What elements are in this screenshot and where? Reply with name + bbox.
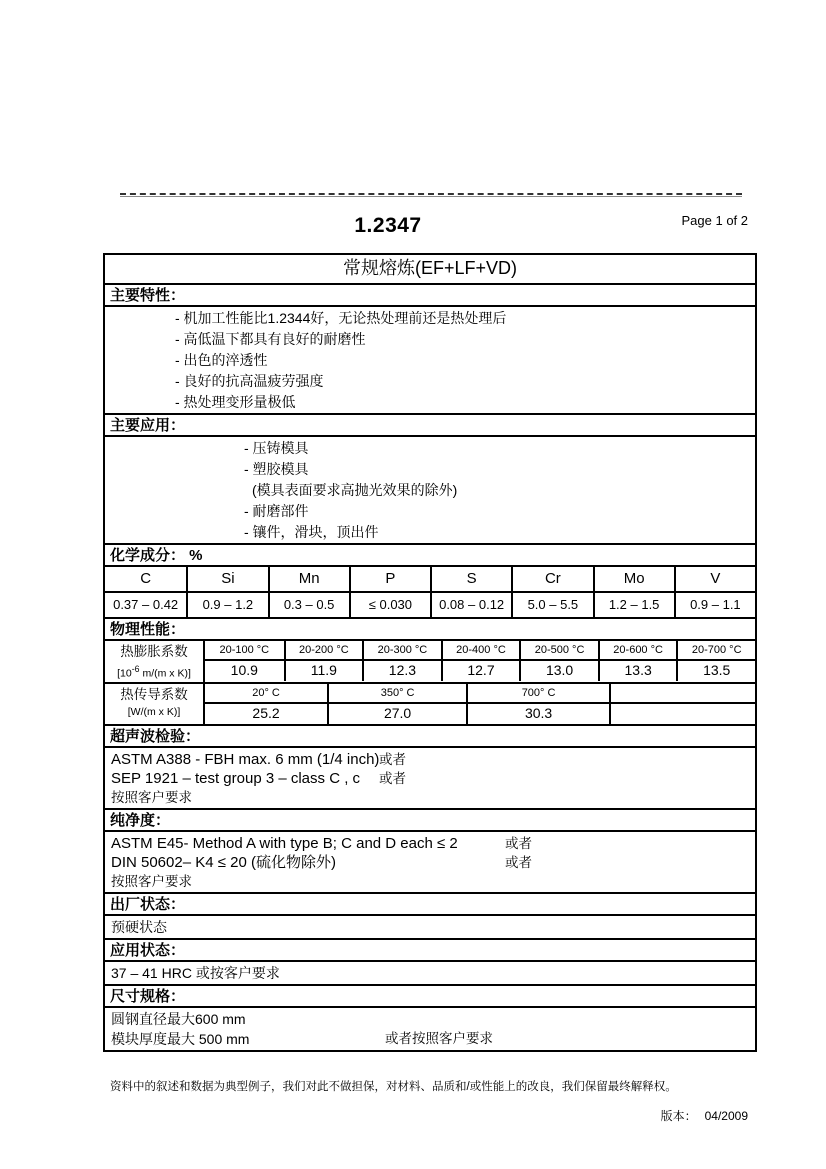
list-item-note: (模具表面要求高抛光效果的除外): [252, 482, 458, 498]
empty-cell: [609, 684, 755, 704]
list-item: - 出色的淬透性: [175, 352, 268, 368]
chem-element: Mo: [593, 567, 674, 591]
ultrasonic-line: [111, 750, 749, 769]
chem-element: Mn: [268, 567, 349, 591]
section-header-purity: 纯净度：: [105, 808, 755, 830]
dimension-line: [111, 1029, 749, 1049]
expansion-value: 13.0: [519, 661, 598, 681]
expansion-value: 10.9: [230, 662, 258, 679]
chem-value: ≤ 0.030: [349, 593, 430, 617]
conductivity-label: [105, 684, 205, 724]
or-label: 或者: [505, 835, 532, 851]
purity-line: [111, 853, 749, 872]
dimensions-content: [105, 1006, 755, 1050]
temp-header: 20-300 °C: [362, 641, 441, 661]
conductivity-label-text: 热传导系数: [120, 686, 188, 702]
version-label: 版本：: [660, 1109, 697, 1123]
section-header-delivery-state: 出厂状态：: [105, 892, 755, 914]
temp-header: 20° C: [205, 684, 327, 704]
list-item: - 机加工性能比1.2344好，无论热处理前还是热处理后: [175, 310, 507, 326]
thermal-expansion-table: [105, 639, 755, 682]
chem-value: 1.2 – 1.5: [593, 593, 674, 617]
chem-value: 0.3 – 0.5: [268, 593, 349, 617]
standard-text: SEP 1921 – test group 3 – class C , c: [111, 769, 361, 787]
section-header-characteristics: 主要特性：: [105, 283, 755, 305]
dimension-text: 模块厚度最大 500 mm: [111, 1030, 250, 1047]
chem-element: Si: [186, 567, 267, 591]
header-rule: [120, 193, 742, 197]
applications-list: [105, 435, 755, 543]
temp-header: 20-500 °C: [519, 641, 598, 661]
conductivity-value: 25.2: [252, 704, 280, 721]
chem-value: 0.08 – 0.12: [430, 593, 511, 617]
standard-text: 按照客户要求: [111, 873, 192, 889]
expansion-unit: [$10^{-6}$ m/(m x K)]: [117, 664, 191, 680]
or-label: 或者: [379, 751, 406, 767]
application-state-value: 37 – 41 HRC 或按客户要求: [105, 960, 755, 984]
expansion-value: 13.5: [676, 661, 755, 681]
delivery-state-value: 预硬状态: [105, 914, 755, 938]
dimension-line: 圆钢直径最大600 mm: [111, 1010, 246, 1027]
expansion-value: 12.3: [362, 661, 441, 681]
temp-header: 350° C: [327, 684, 466, 704]
list-item: - 塑胶模具: [244, 461, 309, 477]
ultrasonic-line: [111, 788, 749, 807]
or-label: 或者: [505, 854, 532, 870]
or-label: 或者: [379, 770, 406, 786]
chem-value: 0.9 – 1.2: [186, 593, 267, 617]
datasheet-table: [103, 253, 757, 1052]
temp-header: 20-200 °C: [284, 641, 363, 661]
expansion-value: 12.7: [441, 661, 520, 681]
purity-content: [105, 830, 755, 892]
empty-cell: [609, 704, 755, 724]
expansion-label-text: 热膨胀系数: [120, 644, 188, 659]
section-header-physical: 物理性能：: [105, 617, 755, 639]
chem-element: S: [430, 567, 511, 591]
chem-element: Cr: [511, 567, 592, 591]
expansion-grid: [205, 641, 755, 682]
characteristics-list: [105, 305, 755, 413]
standard-text: ASTM E45- Method A with type B; C and D each ≤ 2: [111, 834, 458, 852]
conductivity-value: 27.0: [327, 704, 466, 724]
standard-text: DIN 50602– K4 ≤ 20 (硫化物除外): [111, 853, 336, 871]
expansion-value: 11.9: [284, 661, 363, 681]
temp-header: 20-700 °C: [676, 641, 755, 661]
expansion-value: 13.3: [598, 661, 677, 681]
chem-element: V: [674, 567, 755, 591]
thermal-conductivity-table: [105, 682, 755, 724]
list-item: - 热处理变形量极低: [175, 394, 296, 410]
section-header-dimensions: 尺寸规格：: [105, 984, 755, 1006]
expansion-label: [105, 641, 205, 682]
list-item: - 高低温下都具有良好的耐磨性: [175, 331, 366, 347]
chem-value: 5.0 – 5.5: [511, 593, 592, 617]
chemistry-header-row: [105, 565, 755, 591]
section-header-ultrasonic: 超声波检验：: [105, 724, 755, 746]
temp-header: 20-100 °C: [205, 641, 284, 661]
version-line: [661, 1107, 748, 1124]
page-title: 1.2347: [354, 214, 422, 237]
list-item: - 耐磨部件: [244, 503, 309, 519]
purity-line: [111, 872, 749, 891]
list-item: - 良好的抗高温疲劳强度: [175, 373, 324, 389]
page-indicator: Page 1 of 2: [681, 213, 748, 228]
conductivity-grid: [205, 684, 755, 724]
section-header-applications: 主要应用：: [105, 413, 755, 435]
chem-value: 0.9 – 1.1: [674, 593, 755, 617]
ultrasonic-line: [111, 769, 749, 788]
ultrasonic-content: [105, 746, 755, 808]
chemistry-values-row: [105, 591, 755, 617]
section-header-application-state: 应用状态：: [105, 938, 755, 960]
standard-text: 按照客户要求: [111, 789, 192, 805]
temp-header: 20-600 °C: [598, 641, 677, 661]
chem-value: 0.37 – 0.42: [113, 597, 179, 612]
conductivity-value: 30.3: [466, 704, 609, 724]
list-item: - 镶件，滑块，顶出件: [244, 524, 379, 540]
chem-element: P: [349, 567, 430, 591]
version-value: 04/2009: [704, 1109, 748, 1123]
or-label: 或者按照客户要求: [385, 1030, 493, 1046]
list-item: - 压铸模具: [244, 440, 309, 456]
conductivity-unit: [W/(m x K)]: [127, 705, 181, 718]
melt-route-header: 常规熔炼(EF+LF+VD): [342, 258, 518, 278]
footer-disclaimer: 资料中的叙述和数据为典型例子，我们对此不做担保，对材料、品质和/或性能上的改良，我们保留最终解释权。: [110, 1081, 677, 1093]
temp-header: 700° C: [466, 684, 609, 704]
temp-header: 20-400 °C: [441, 641, 520, 661]
chem-element: C: [140, 570, 152, 587]
purity-line: [111, 834, 749, 853]
standard-text: ASTM A388 - FBH max. 6 mm (1/4 inch): [111, 750, 380, 768]
section-header-chemistry: 化学成分： %: [105, 543, 755, 565]
